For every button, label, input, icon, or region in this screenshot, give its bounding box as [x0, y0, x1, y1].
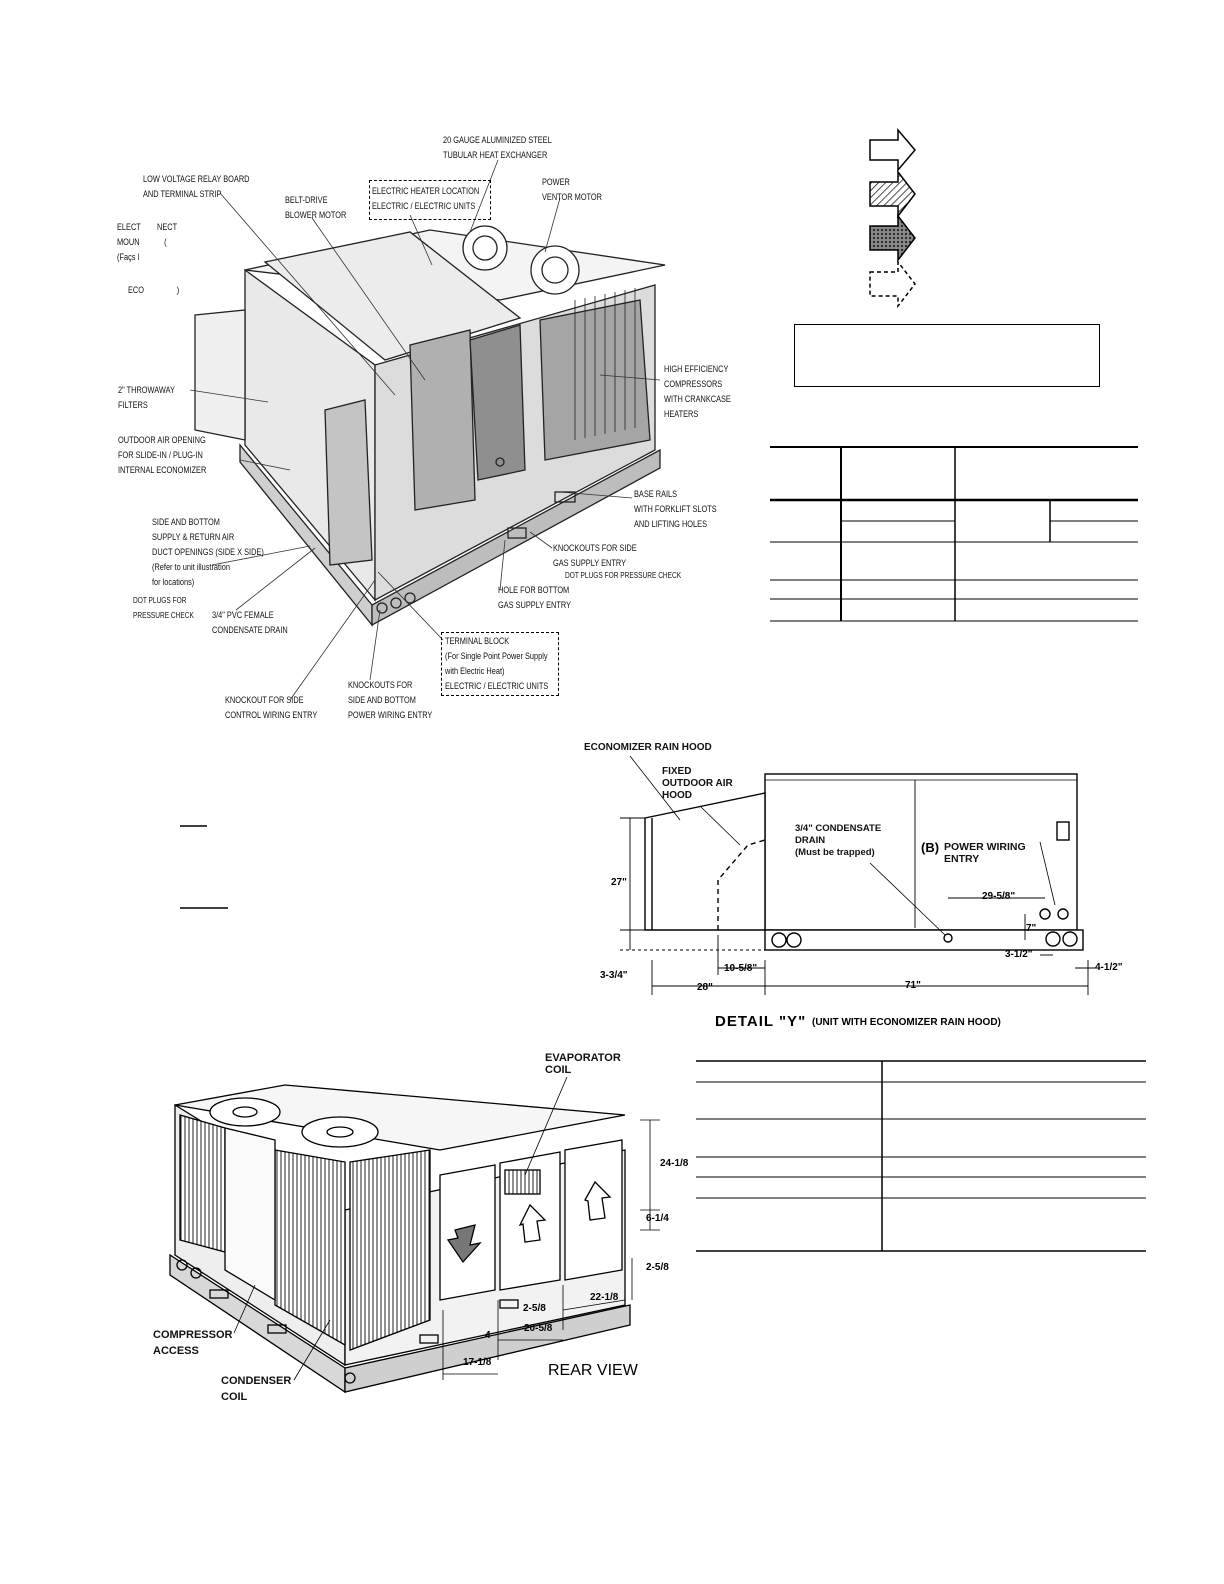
label-vent-motor: POWER VENTOR MOTOR	[542, 177, 603, 202]
label-disconnect: ELECT NECT MOUN ( (Façs l	[117, 222, 178, 262]
label-filters: 2" THROWAWAY FILTERS	[118, 385, 175, 410]
dim-10-5-8: 10-5/8"	[724, 963, 758, 974]
label-terminal-block: TERMINAL BLOCK (For Single Point Power Supply with Electric Heat) ELECTRIC / ELECTRIC UNITS	[445, 636, 549, 691]
dim-3-3-4: 3-3/4"	[600, 970, 628, 981]
dim-2-5-8-a: 2-5/8	[646, 1262, 669, 1273]
label-dot-plugs-right: DOT PLUGS FOR PRESSURE CHECK	[565, 571, 682, 580]
label-gas-knockouts: KNOCKOUTS FOR SIDE GAS SUPPLY ENTRY	[553, 543, 637, 568]
dim-17-1-8: 17-1/8	[463, 1357, 492, 1368]
label-heat-exchanger: 20 GAUGE ALUMINIZED STEEL TUBULAR HEAT EXCHANGER	[443, 135, 552, 160]
label-outdoor-air: OUTDOOR AIR OPENING FOR SLIDE-IN / PLUG-IN INTERNAL ECONOMIZER	[118, 435, 207, 475]
dim-71: 71"	[905, 980, 921, 991]
dim-6-1-4: 6-1/4	[646, 1213, 669, 1224]
dim-4: 4	[485, 1330, 491, 1341]
label-pvc-drain: 3/4" PVC FEMALE CONDENSATE DRAIN	[212, 610, 288, 635]
label-compressor-access: COMPRESSOR ACCESS	[153, 1329, 233, 1357]
dim-4-1-2: 4-1/2"	[1095, 962, 1123, 973]
detail-y-caption-sub: (UNIT WITH ECONOMIZER RAIN HOOD)	[812, 1017, 1001, 1028]
dim-7: 7"	[1026, 923, 1037, 934]
label-base-rails: BASE RAILS WITH FORKLIFT SLOTS AND LIFTING HOLES	[634, 489, 717, 529]
dim-24-1-8: 24-1/8	[660, 1158, 689, 1169]
label-dot-plugs-left: DOT PLUGS FOR PRESSURE CHECK	[133, 596, 194, 620]
label-control-wiring: KNOCKOUT FOR SIDE CONTROL WIRING ENTRY	[225, 695, 318, 720]
dim-20-5-8: 20-5/8	[524, 1323, 553, 1334]
label-duct-openings: SIDE AND BOTTOM SUPPLY & RETURN AIR DUCT OPENINGS (SIDE X SIDE) (Refer to unit illustration for locations)	[152, 517, 264, 587]
dim-29-5-8: 29-5/8"	[982, 891, 1016, 902]
label-evaporator-coil: EVAPORATOR COIL	[545, 1052, 621, 1076]
label-compressors: HIGH EFFICIENCY COMPRESSORS WITH CRANKCASE HEATERS	[664, 364, 731, 419]
label-power-prefix: (B)	[921, 840, 940, 855]
dim-2-5-8-b: 2-5/8	[523, 1303, 546, 1314]
label-power-entry: POWER WIRING ENTRY	[944, 841, 1026, 865]
label-condensate-drain: 3/4" CONDENSATE DRAIN (Must be trapped)	[795, 823, 882, 858]
label-heater-location: ELECTRIC HEATER LOCATION ELECTRIC / ELECTRIC UNITS	[372, 186, 480, 211]
label-power-knockouts: KNOCKOUTS FOR SIDE AND BOTTOM POWER WIRING ENTRY	[348, 680, 433, 720]
label-rain-hood: ECONOMIZER RAIN HOOD	[584, 742, 712, 753]
label-gas-hole: HOLE FOR BOTTOM GAS SUPPLY ENTRY	[498, 585, 572, 610]
dim-28: 28"	[697, 982, 713, 993]
label-fixed-hood: FIXED OUTDOOR AIR HOOD	[662, 766, 733, 801]
rear-view-title: REAR VIEW	[548, 1362, 638, 1379]
label-relay-board: LOW VOLTAGE RELAY BOARD AND TERMINAL STRIP	[143, 174, 250, 199]
detail-y-caption: DETAIL "Y"	[715, 1013, 807, 1030]
label-economizer-cut: ECO )	[128, 285, 180, 295]
dim-27: 27"	[611, 877, 627, 888]
label-condenser-coil: CONDENSER COIL	[221, 1375, 292, 1403]
label-blower-motor: BELT-DRIVE BLOWER MOTOR	[285, 195, 347, 220]
dim-22-1-8: 22-1/8	[590, 1292, 619, 1303]
dim-3-1-2: 3-1/2"	[1005, 949, 1033, 960]
